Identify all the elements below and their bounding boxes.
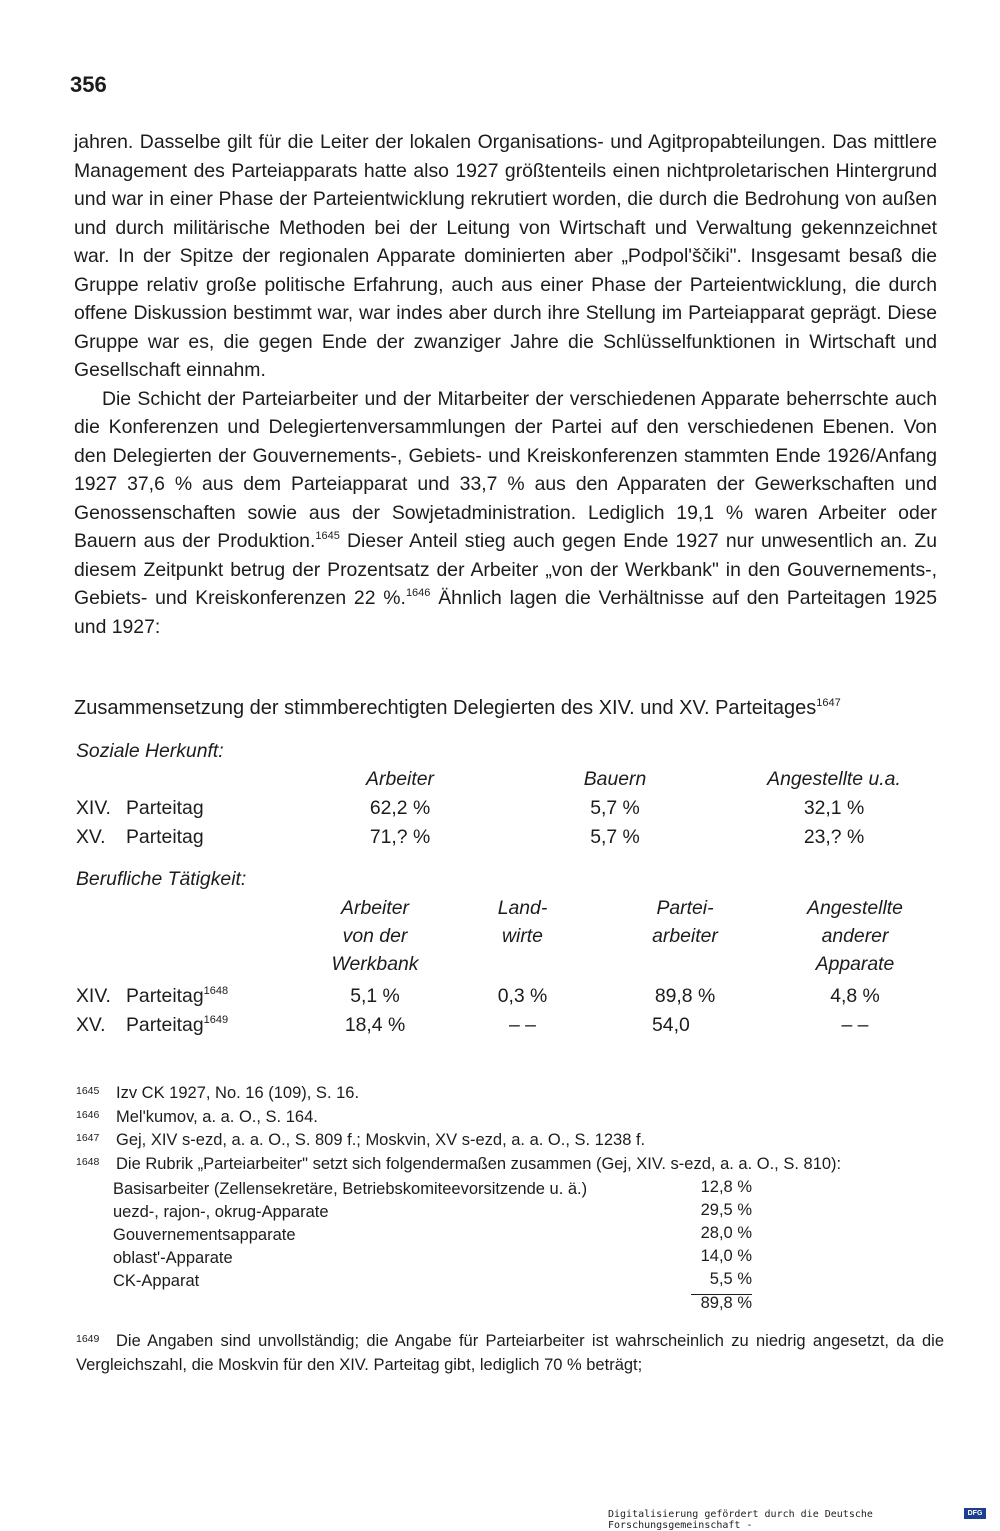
paragraph-continuation [74,128,937,641]
cell-value: 4,8 % [830,985,880,1007]
header-line: Angestellte [807,897,903,919]
table-caption [74,697,841,720]
header-bauern: Bauern [583,768,647,790]
paragraph-2-text-c: Ähnlich lagen die Verhältnisse auf den Parteitagen 1925 und 1927: [74,587,937,638]
table-caption-text: Zusammensetzung der stimmberechtigten Delegierten des XIV. und XV. Parteitages [74,697,817,719]
table-row [76,797,204,820]
cell-value: 32,1 % [803,797,865,819]
row-numeral: XV. [76,1014,106,1036]
footnote-ref-1649: 1649 [203,1014,229,1026]
footnote-text: Izv CK 1927, No. 16 (109), S. 16. [116,1084,360,1102]
footnote-text: Die Rubrik „Parteiarbeiter" setzt sich folgendermaßen zusammen (Gej, XIV. s-ezd, a. a. O., S. 810): [116,1155,842,1173]
breakdown-value: 28,0 % [700,1224,752,1242]
footnote-mark: 1647 [76,1132,100,1144]
breakdown-value: 5,5 % [709,1270,752,1288]
section-title-social-origin: Soziale Herkunft: [76,740,224,762]
breakdown-value: 12,8 % [700,1178,752,1196]
footnote-mark: 1646 [76,1109,100,1121]
header-line: arbeiter [652,925,718,947]
paragraph-1: jahren. Dasselbe gilt für die Leiter der lokalen Organisations- und Agitpropabteilungen. Das mittlere Management des Parteiapparats hatte also 1927 größtenteils einen nichtproletarischen Hintergrund und war in einer Phase der Parteientwicklung rekrutiert worden, die durch die Bedrohung von außen und durch militärische Methoden bei der Leitung von Wirtschaft und Verwaltung gekennzeichnet war. In der Spitze der regionalen Apparate dominierten aber „Podpol'ščiki". Insgesamt besaß die Gruppe relativ große politische Erfahrung, auch aus einer Phase der Parteientwicklung, die durch offene Diskussion bestimmt war, war indes aber durch ihre Stellung im Parteiapparat geprägt. Diese Gruppe war es, die gegen Ende der zwanziger Jahre die Schlüsselfunktionen in Wirtschaft und Gesellschaft einnahm. [74,131,937,381]
breakdown-label: CK-Apparat [113,1272,200,1290]
header-angestellte-apparate [780,894,930,978]
row-numeral: XV. [76,826,106,848]
header-line: Land- [497,897,548,919]
paragraph-2 [74,385,937,642]
header-line: wirte [502,925,543,947]
paragraph-2-text-b: Dieser Anteil stieg auch gegen Ende 1927 nur unwesentlich an. Zu diesem Zeitpunkt betrug der Prozentsatz der Arbeiter „von der Werkbank" in den Gouvernements-, Gebiets- und Kreiskonferenzen 22 %. [74,530,937,609]
header-line: anderer [821,925,889,947]
row-numeral: XIV. [76,797,111,819]
breakdown-label: Gouvernementsapparate [113,1226,296,1244]
row-label: Parteitag [126,1014,204,1036]
breakdown-label: Basisarbeiter (Zellensekretäre, Betriebskomiteevorsitzende u. ä.) [113,1180,588,1198]
cell-value: 71,? % [369,826,431,848]
cell-value: 89,8 % [654,985,716,1007]
footnote [76,1128,645,1151]
footnote [76,1327,944,1377]
header-line: Werkbank [331,953,419,975]
cell-value: 5,1 % [350,985,400,1007]
footnote-text: Die Angaben sind unvollständig; die Angabe für Parteiarbeiter ist wahrscheinlich zu niedrig angesetzt, da die Vergleichszahl, die Moskvin für den XIV. Parteitag gibt, lediglich 70 % beträgt; [76,1332,944,1374]
cell-value: 5,7 % [590,826,640,848]
table-row [76,985,228,1008]
header-landwirte [470,894,575,950]
header-line: von der [342,925,408,947]
digitization-credit: Digitalisierung gefördert durch die Deutsche Forschungsgemeinschaft - [608,1509,873,1531]
row-label: Parteitag [126,797,204,819]
cell-value: 18,4 % [344,1014,406,1036]
footnote-text: Mel'kumov, a. a. O., S. 164. [116,1108,318,1126]
paragraph-2-text-a: Die Schicht der Parteiarbeiter und der Mitarbeiter der verschiedenen Apparate beherrschte auch die Konferenzen und Delegiertenversammlungen der Partei auf den verschiedenen Ebenen. Von den Delegierten der Gouvernements-, Gebiets- und Kreiskonferenzen stammten Ende 1926/Anfang 1927 37,6 % aus dem Parteiapparat und 33,7 % aus den Apparaten der Gewerkschaften und Genossenschaften sowie aus der Sowjetadministration. Lediglich 19,1 % waren Arbeiter oder Bauern aus der Produktion. [74,387,937,552]
cell-value: – – [841,1014,869,1036]
row-label: Parteitag [126,826,204,848]
footnote [76,1081,359,1104]
footnote-ref-1647: 1647 [816,697,841,709]
cell-value: 23,? % [803,826,865,848]
row-label: Parteitag [126,985,204,1007]
footnote-text: Gej, XIV s-ezd, a. a. O., S. 809 f.; Moskvin, XV s-ezd, a. a. O., S. 1238 f. [116,1131,646,1149]
cell-value: – – [509,1014,536,1036]
cell-value: 54,0 [652,1014,690,1036]
header-arbeiter: Arbeiter [366,768,434,790]
footnote [76,1105,318,1128]
table-row [76,826,204,849]
header-line: Apparate [815,953,895,975]
footnote [76,1152,841,1175]
cell-value: 0,3 % [497,985,548,1007]
footnote-ref-1646: 1646 [405,587,431,599]
page-number: 356 [70,72,107,97]
breakdown-label: uezd-, rajon-, okrug-Apparate [113,1203,329,1221]
footnote-mark: 1648 [76,1156,100,1168]
table-row [76,1014,228,1037]
breakdown-label: oblast'-Apparate [113,1249,233,1267]
header-parteiarbeiter [630,894,740,950]
row-numeral: XIV. [76,985,111,1007]
footnote-mark: 1649 [76,1333,100,1345]
dfg-logo: DFG [964,1508,986,1519]
breakdown-total: 89,8 % [700,1294,752,1312]
footnote-mark: 1645 [76,1085,100,1097]
header-line: Partei- [656,897,714,919]
breakdown-value: 29,5 % [700,1201,752,1219]
header-arbeiter-werkbank [305,894,445,978]
cell-value: 62,2 % [369,797,431,819]
breakdown-value: 14,0 % [700,1247,752,1265]
footnote-ref-1645: 1645 [315,530,340,542]
header-angestellte: Angestellte u.a. [767,768,901,790]
cell-value: 5,7 % [590,797,640,819]
header-line: Arbeiter [341,897,409,919]
section-title-occupation: Berufliche Tätigkeit: [76,868,247,890]
footnote-ref-1648: 1648 [203,985,229,997]
